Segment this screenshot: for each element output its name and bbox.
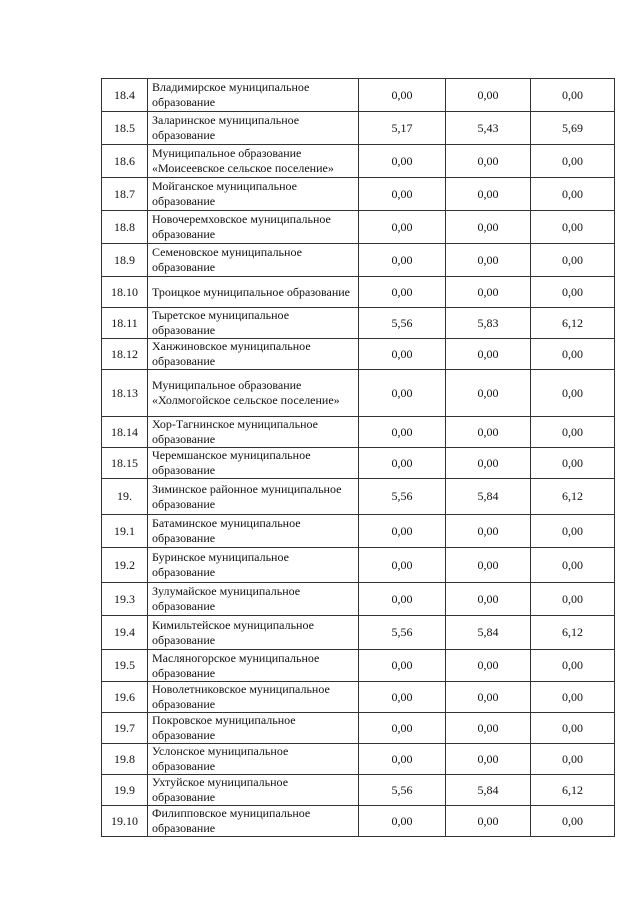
- municipality-name: Заларинское муниципальное образование: [148, 112, 359, 145]
- table-body: [102, 79, 615, 837]
- row-number: 19.6: [102, 682, 148, 713]
- value-col-1: 0,00: [359, 244, 446, 277]
- value-col-1: 0,00: [359, 682, 446, 713]
- value-col-1: 5,56: [359, 308, 446, 339]
- value-col-2: 0,00: [446, 713, 531, 744]
- value-col-3: 0,00: [531, 417, 615, 448]
- municipality-name: Черемшанское муниципальное образование: [148, 448, 359, 479]
- municipality-name: Тыретское муниципальное образование: [148, 308, 359, 339]
- value-col-2: 0,00: [446, 682, 531, 713]
- table-row: [102, 548, 615, 583]
- value-col-3: 0,00: [531, 583, 615, 616]
- value-col-3: 0,00: [531, 244, 615, 277]
- value-col-2: 5,84: [446, 479, 531, 515]
- municipality-name: Владимирское муниципальное образование: [148, 79, 359, 112]
- table-row: [102, 583, 615, 616]
- value-col-1: 0,00: [359, 417, 446, 448]
- value-col-3: 0,00: [531, 548, 615, 583]
- table-row: [102, 277, 615, 308]
- value-col-3: 0,00: [531, 370, 615, 417]
- value-col-2: 0,00: [446, 806, 531, 837]
- value-col-2: 0,00: [446, 244, 531, 277]
- value-col-1: 0,00: [359, 548, 446, 583]
- municipality-name: Муниципальное образование «Холмогойское сельское поселение»: [148, 370, 359, 417]
- municipality-name: Кимильтейское муниципальное образование: [148, 616, 359, 650]
- row-number: 19.10: [102, 806, 148, 837]
- table-row: [102, 79, 615, 112]
- row-number: 19.4: [102, 616, 148, 650]
- municipality-name: Хор-Тагнинское муниципальное образование: [148, 417, 359, 448]
- value-col-2: 5,84: [446, 775, 531, 806]
- value-col-3: 0,00: [531, 448, 615, 479]
- row-number: 18.5: [102, 112, 148, 145]
- data-table: [101, 78, 615, 837]
- value-col-3: 6,12: [531, 616, 615, 650]
- municipality-name: Семеновское муниципальное образование: [148, 244, 359, 277]
- table-row: [102, 178, 615, 211]
- value-col-1: 5,56: [359, 775, 446, 806]
- row-number: 19.7: [102, 713, 148, 744]
- value-col-3: 0,00: [531, 339, 615, 370]
- row-number: 19.9: [102, 775, 148, 806]
- value-col-1: 0,00: [359, 211, 446, 244]
- municipality-name: Зиминское районное муниципальное образование: [148, 479, 359, 515]
- value-col-2: 0,00: [446, 417, 531, 448]
- row-number: 19.1: [102, 515, 148, 548]
- value-col-3: 0,00: [531, 650, 615, 682]
- value-col-2: 0,00: [446, 650, 531, 682]
- value-col-2: 0,00: [446, 370, 531, 417]
- row-number: 18.11: [102, 308, 148, 339]
- municipality-name: Ухтуйское муниципальное образование: [148, 775, 359, 806]
- municipality-name: Новолетниковское муниципальное образование: [148, 682, 359, 713]
- table-row: [102, 112, 615, 145]
- municipality-name: Услонское муниципальное образование: [148, 744, 359, 775]
- value-col-1: 5,56: [359, 479, 446, 515]
- value-col-3: 0,00: [531, 211, 615, 244]
- table-row: [102, 211, 615, 244]
- row-number: 18.13: [102, 370, 148, 417]
- value-col-2: 0,00: [446, 79, 531, 112]
- value-col-2: 0,00: [446, 448, 531, 479]
- row-number: 19.5: [102, 650, 148, 682]
- value-col-2: 0,00: [446, 744, 531, 775]
- table-row: [102, 616, 615, 650]
- value-col-1: 0,00: [359, 650, 446, 682]
- municipality-name: Буринское муниципальное образование: [148, 548, 359, 583]
- table-row: [102, 713, 615, 744]
- value-col-1: 0,00: [359, 339, 446, 370]
- value-col-2: 0,00: [446, 515, 531, 548]
- value-col-1: 5,56: [359, 616, 446, 650]
- value-col-1: 0,00: [359, 515, 446, 548]
- row-number: 19.3: [102, 583, 148, 616]
- table-row: [102, 479, 615, 515]
- municipality-name: Мойганское муниципальное образование: [148, 178, 359, 211]
- value-col-1: 0,00: [359, 370, 446, 417]
- row-number: 18.15: [102, 448, 148, 479]
- table-row: [102, 145, 615, 178]
- value-col-1: 0,00: [359, 448, 446, 479]
- row-number: 18.4: [102, 79, 148, 112]
- value-col-3: 6,12: [531, 479, 615, 515]
- value-col-3: 5,69: [531, 112, 615, 145]
- value-col-2: 5,84: [446, 616, 531, 650]
- value-col-3: 6,12: [531, 775, 615, 806]
- row-number: 18.12: [102, 339, 148, 370]
- row-number: 18.8: [102, 211, 148, 244]
- value-col-1: 5,17: [359, 112, 446, 145]
- table-row: [102, 308, 615, 339]
- table-row: [102, 744, 615, 775]
- municipality-name: Новочеремховское муниципальное образование: [148, 211, 359, 244]
- value-col-1: 0,00: [359, 744, 446, 775]
- value-col-1: 0,00: [359, 145, 446, 178]
- municipality-name: Масляногорское муниципальное образование: [148, 650, 359, 682]
- table-row: [102, 448, 615, 479]
- table-row: [102, 682, 615, 713]
- value-col-2: 0,00: [446, 548, 531, 583]
- value-col-1: 0,00: [359, 583, 446, 616]
- row-number: 18.10: [102, 277, 148, 308]
- municipality-name: Батаминское муниципальное образование: [148, 515, 359, 548]
- table-row: [102, 417, 615, 448]
- value-col-3: 0,00: [531, 145, 615, 178]
- table-row: [102, 244, 615, 277]
- value-col-2: 0,00: [446, 145, 531, 178]
- value-col-1: 0,00: [359, 713, 446, 744]
- value-col-1: 0,00: [359, 79, 446, 112]
- table-row: [102, 775, 615, 806]
- row-number: 19.: [102, 479, 148, 515]
- value-col-3: 6,12: [531, 308, 615, 339]
- municipality-name: Филипповское муниципальное образование: [148, 806, 359, 837]
- table-row: [102, 806, 615, 837]
- value-col-3: 0,00: [531, 515, 615, 548]
- value-col-2: 0,00: [446, 339, 531, 370]
- value-col-2: 5,43: [446, 112, 531, 145]
- municipality-name: Троицкое муниципальное образование: [148, 277, 359, 308]
- table-row: [102, 370, 615, 417]
- municipality-name: Ханжиновское муниципальное образование: [148, 339, 359, 370]
- municipality-name: Зулумайское муниципальное образование: [148, 583, 359, 616]
- value-col-2: 5,83: [446, 308, 531, 339]
- municipality-name: Муниципальное образование «Моисеевское сельское поселение»: [148, 145, 359, 178]
- table-row: [102, 515, 615, 548]
- value-col-3: 0,00: [531, 713, 615, 744]
- value-col-2: 0,00: [446, 178, 531, 211]
- value-col-2: 0,00: [446, 211, 531, 244]
- value-col-2: 0,00: [446, 277, 531, 308]
- value-col-3: 0,00: [531, 744, 615, 775]
- table-row: [102, 339, 615, 370]
- value-col-3: 0,00: [531, 682, 615, 713]
- value-col-3: 0,00: [531, 178, 615, 211]
- row-number: 19.8: [102, 744, 148, 775]
- row-number: 18.6: [102, 145, 148, 178]
- table-row: [102, 650, 615, 682]
- municipality-name: Покровское муниципальное образование: [148, 713, 359, 744]
- value-col-1: 0,00: [359, 806, 446, 837]
- value-col-3: 0,00: [531, 277, 615, 308]
- value-col-3: 0,00: [531, 79, 615, 112]
- row-number: 19.2: [102, 548, 148, 583]
- row-number: 18.9: [102, 244, 148, 277]
- value-col-3: 0,00: [531, 806, 615, 837]
- value-col-1: 0,00: [359, 178, 446, 211]
- row-number: 18.7: [102, 178, 148, 211]
- value-col-2: 0,00: [446, 583, 531, 616]
- row-number: 18.14: [102, 417, 148, 448]
- value-col-1: 0,00: [359, 277, 446, 308]
